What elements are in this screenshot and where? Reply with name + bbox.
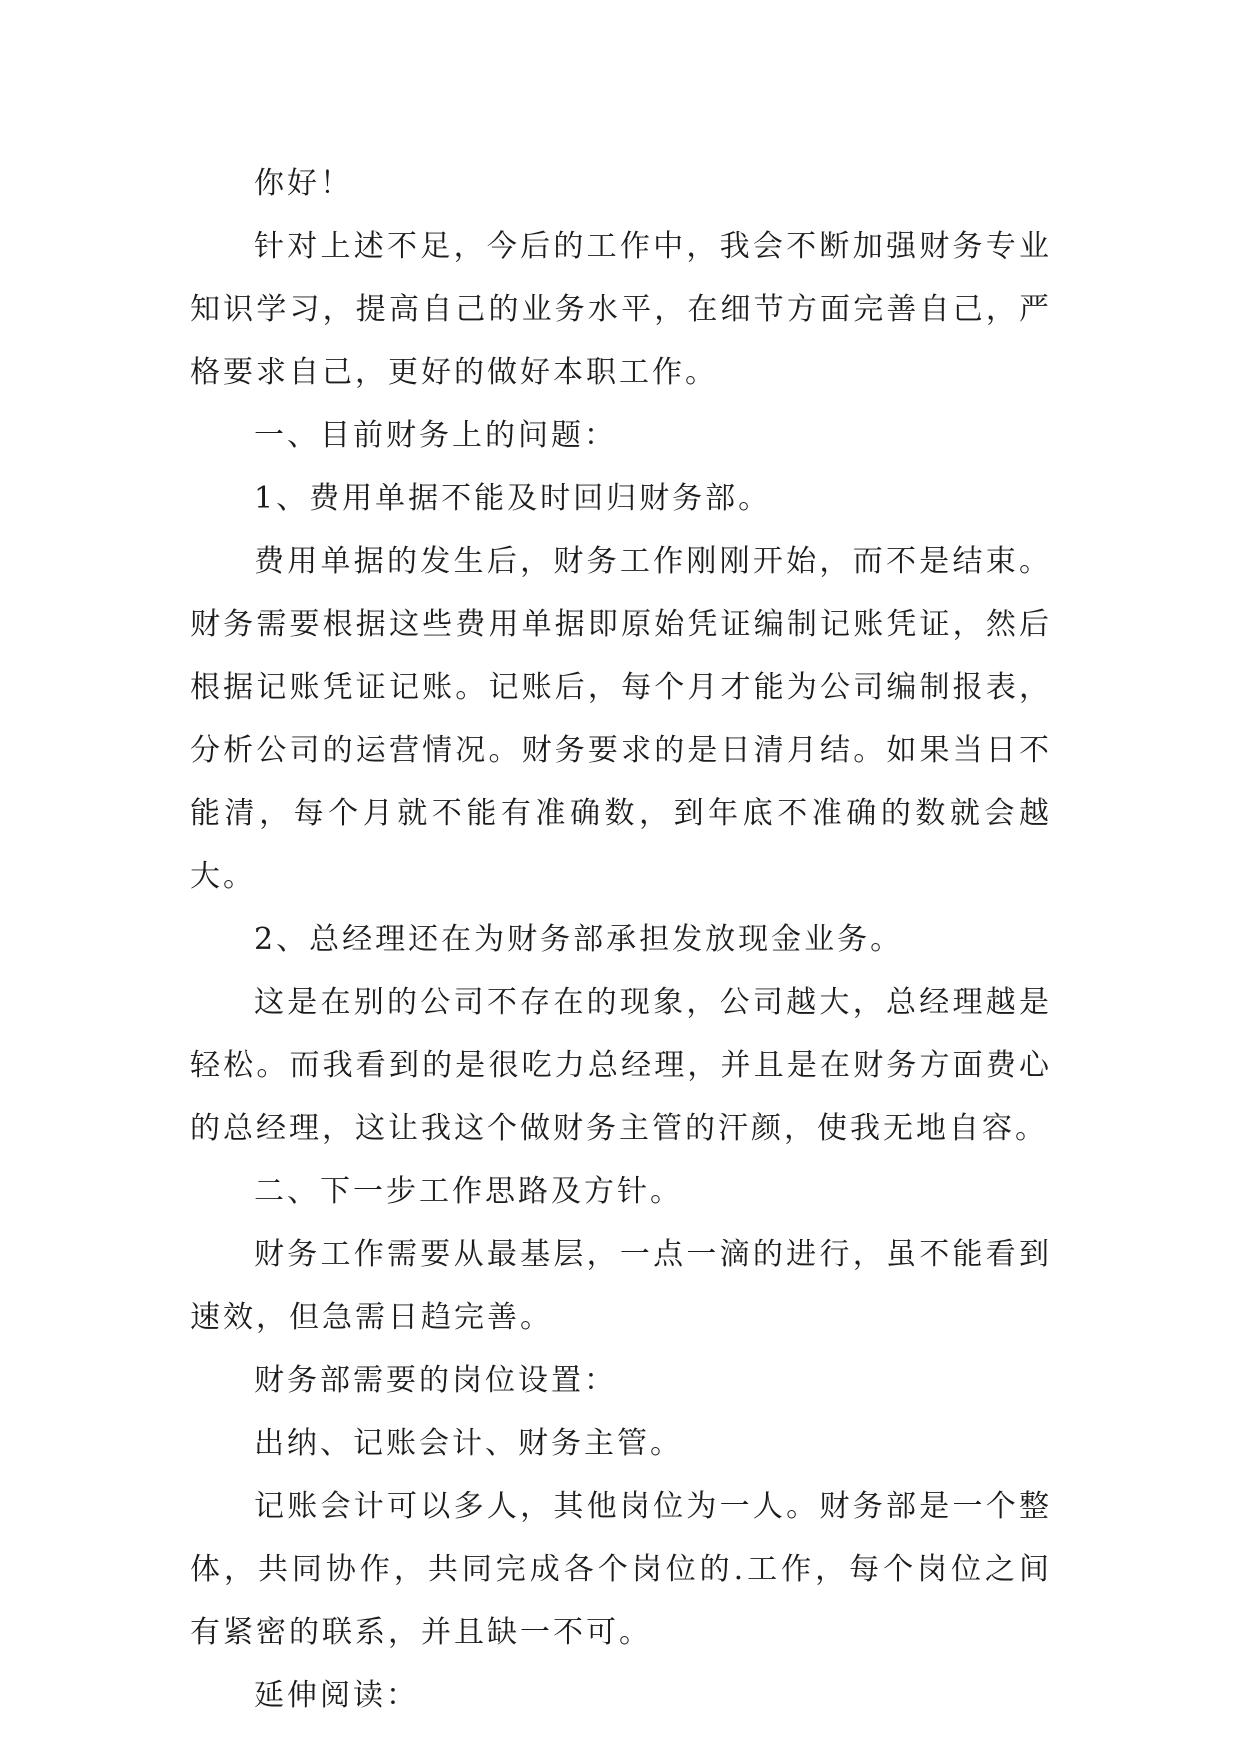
heading-extended-reading: 延伸阅读： [254, 1678, 419, 1713]
paragraph-grassroots: 财务工作需要从最基层，一点一滴的进行，虽不能看到速效，但急需日趋完善。 [190, 1237, 1052, 1335]
heading-current-problems: 一、目前财务上的问题： [254, 418, 617, 453]
paragraph-general-manager: 这是在别的公司不存在的现象，公司越大，总经理越是轻松。而我看到的是很吃力总经理，并且是在财务方面费心的总经理，这让我这个做财务主管的汗颜，使我无地自容。 [190, 985, 1052, 1146]
greeting: 你好！ [254, 166, 353, 201]
problem-item-1: 1、费用单据不能及时回归财务部。 [254, 481, 772, 516]
paragraph-improvement: 针对上述不足，今后的工作中，我会不断加强财务专业知识学习，提高自己的业务水平，在细节方面完善自己，严格要求自己，更好的做好本职工作。 [190, 229, 1052, 390]
document-body [190, 152, 1052, 1727]
paragraph-teamwork: 记账会计可以多人，其他岗位为一人。财务部是一个整体，共同协作，共同完成各个岗位的.工作，每个岗位之间有紧密的联系，并且缺一不可。 [190, 1489, 1052, 1650]
positions-list: 出纳、记账会计、财务主管。 [254, 1426, 683, 1461]
heading-positions: 财务部需要的岗位设置： [254, 1363, 617, 1398]
heading-next-steps: 二、下一步工作思路及方针。 [254, 1174, 683, 1209]
paragraph-expense-documents: 费用单据的发生后，财务工作刚刚开始，而不是结束。财务需要根据这些费用单据即原始凭证编制记账凭证，然后根据记账凭证记账。记账后，每个月才能为公司编制报表，分析公司的运营情况。财务要求的是日清月结。如果当日不能清，每个月就不能有准确数，到年底不准确的数就会越大。 [190, 544, 1052, 894]
problem-item-2: 2、总经理还在为财务部承担发放现金业务。 [254, 922, 904, 957]
